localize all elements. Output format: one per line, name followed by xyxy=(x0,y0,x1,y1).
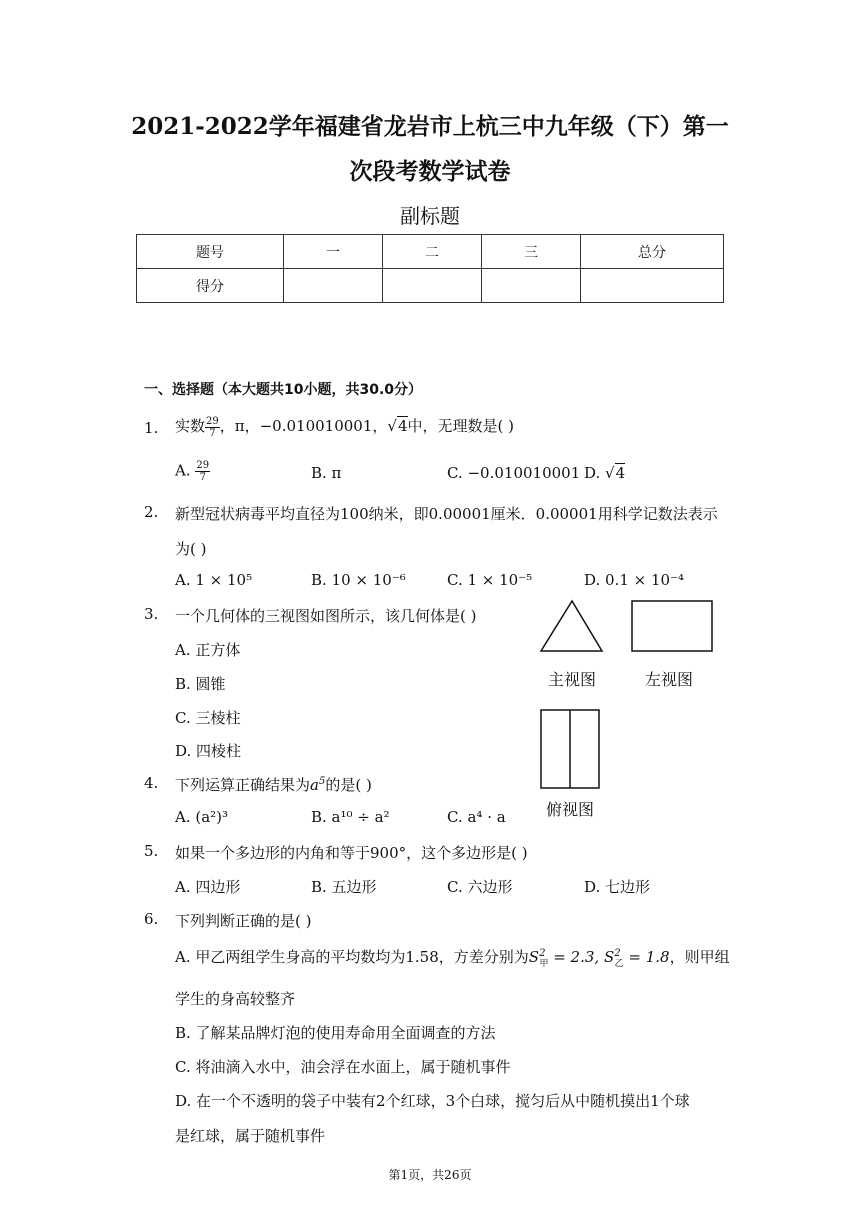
question-text-part: 下列运算正确结果为 xyxy=(175,776,311,794)
option-c: C. 1 × 10⁻⁵ xyxy=(447,571,533,589)
option-a xyxy=(175,460,210,483)
question-text-part: ，π，−0.010010001， xyxy=(219,417,388,435)
question-text: 新型冠状病毒平均直径为100纳米，即0.00001厘米．0.00001用科学记数法表示 xyxy=(175,505,718,523)
score-cell xyxy=(383,269,482,303)
score-header-cell: 一 xyxy=(284,235,383,269)
score-cell xyxy=(581,269,724,303)
option-a: A. 正方体 xyxy=(175,641,241,659)
option-a: A. 四边形 xyxy=(175,878,241,896)
score-header-cell: 总分 xyxy=(581,235,724,269)
question-number: 2. xyxy=(144,503,159,521)
question-text-part: 的是( ) xyxy=(325,776,372,794)
question-text xyxy=(175,415,514,439)
option-a: A. (a²)³ xyxy=(175,808,229,826)
score-table-header-row xyxy=(137,235,724,269)
option-label: D. xyxy=(584,464,601,482)
math-a5: $a^5$ xyxy=(310,776,326,794)
option-b: B. 五边形 xyxy=(311,878,377,896)
option-d: D. 0.1 × 10⁻⁴ xyxy=(584,571,685,589)
question-text: 一个几何体的三视图如图所示，该几何体是( ) xyxy=(175,607,477,625)
score-header-cell: 二 xyxy=(383,235,482,269)
option-d: D. 七边形 xyxy=(584,878,651,896)
option-b: B. π xyxy=(311,464,342,482)
question-text: 为( ) xyxy=(175,540,207,558)
math-variance: $S^2_甲 = 2.3$, $S^2_乙 = 1.8$ xyxy=(528,948,670,969)
option-b: B. a¹⁰ ÷ a² xyxy=(311,808,390,826)
front-view-label: 主视图 xyxy=(548,670,597,689)
option-b: B. 圆锥 xyxy=(175,675,226,693)
page-footer: 第1页，共26页 xyxy=(388,1168,472,1182)
three-view-figure xyxy=(535,595,720,820)
page-subtitle: 副标题 xyxy=(400,204,460,228)
left-view-label: 左视图 xyxy=(645,670,694,689)
option-label: A. xyxy=(175,461,191,480)
option-b: B. 了解某品牌灯泡的使用寿命用全面调查的方法 xyxy=(175,1024,496,1042)
option-d: D. 四棱柱 xyxy=(175,742,242,760)
question-number: 3. xyxy=(144,605,159,623)
score-cell xyxy=(284,269,383,303)
front-view-triangle xyxy=(541,601,602,651)
top-view-label: 俯视图 xyxy=(546,800,595,819)
score-header-cell: 三 xyxy=(482,235,581,269)
question-number: 5. xyxy=(144,842,159,860)
question-number: 6. xyxy=(144,910,159,928)
score-table xyxy=(136,234,724,303)
score-row-label: 得分 xyxy=(137,269,284,303)
fraction-denominator: 7 xyxy=(209,427,216,439)
sqrt-radicand: 4 xyxy=(615,464,626,482)
option-d-line2: 是红球，属于随机事件 xyxy=(175,1127,326,1145)
question-text-part: 实数 xyxy=(175,417,206,435)
option-c: C. a⁴ · a xyxy=(447,808,506,826)
question-number: 1. xyxy=(144,419,159,437)
page-title-line2: 次段考数学试卷 xyxy=(349,158,511,185)
fraction xyxy=(195,460,210,483)
sqrt-radicand: 4 xyxy=(397,417,408,435)
option-a-line1 xyxy=(175,946,730,969)
question-text xyxy=(175,774,372,795)
question-text: 如果一个多边形的内角和等于900°，这个多边形是( ) xyxy=(175,844,528,862)
question-number: 4. xyxy=(144,774,159,792)
option-c: C. 三棱柱 xyxy=(175,709,241,727)
option-a: A. 1 × 10⁵ xyxy=(175,571,253,589)
sqrt-symbol: √ xyxy=(605,464,615,482)
fraction-denominator: 7 xyxy=(199,472,206,483)
fraction xyxy=(205,416,220,439)
left-view-rectangle xyxy=(632,601,712,651)
option-b: B. 10 × 10⁻⁶ xyxy=(311,571,406,589)
option-a-line2: 学生的身高较整齐 xyxy=(175,990,296,1008)
sqrt-symbol: √ xyxy=(387,417,397,435)
fraction-numerator: 29 xyxy=(206,415,219,427)
option-text-part: ，则甲组 xyxy=(669,948,730,966)
fraction-numerator: 29 xyxy=(196,460,210,471)
score-table-score-row xyxy=(137,269,724,303)
score-cell xyxy=(482,269,581,303)
option-d xyxy=(584,464,625,482)
option-c: C. 将油滴入水中，油会浮在水面上，属于随机事件 xyxy=(175,1058,511,1076)
option-text-part: A. 甲乙两组学生身高的平均数均为1.58，方差分别为 xyxy=(175,948,529,966)
page-title-line1: 2021-2022学年福建省龙岩市上杭三中九年级（下）第一 xyxy=(131,113,729,140)
option-d-line1: D. 在一个不透明的袋子中装有2个红球，3个白球，搅匀后从中随机摸出1个球 xyxy=(175,1092,690,1110)
score-header-cell: 题号 xyxy=(137,235,284,269)
option-c: C. 六边形 xyxy=(447,878,513,896)
section-heading: 一、选择题（本大题共10小题，共30.0分） xyxy=(144,382,423,398)
question-text: 下列判断正确的是( ) xyxy=(175,912,312,930)
option-c: C. −0.010010001 xyxy=(447,464,581,482)
question-text-part: 中，无理数是( ) xyxy=(407,417,514,435)
